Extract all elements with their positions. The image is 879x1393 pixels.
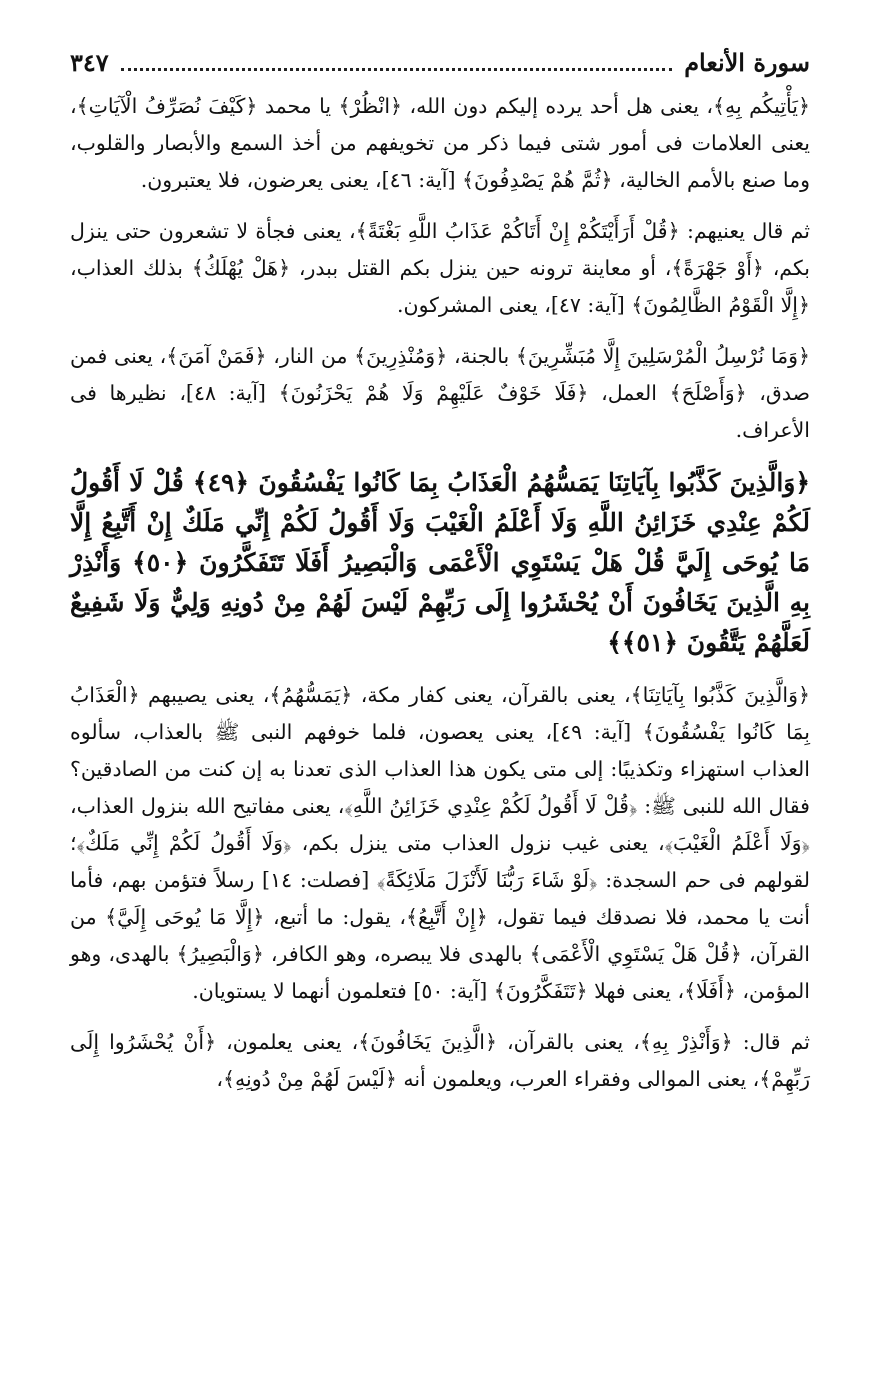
text-line: إِلَيَّ قُلْ هَلْ يَسْتَوِي الْأَعْمَى وَالْبَصِيرُ أَفَلَا تَتَفَكَّرُونَ ﴿٥٠﴾ وَأَنْذِرْ بِهِ الَّذِينَ يَخَافُونَ أَنْ	[70, 548, 810, 617]
text-line: يعنى فمن صدق، ﴿وَأَصْلَحَ﴾ العمل، ﴿فَلَا خَوْفٌ عَلَيْهِمْ وَلَا هُمْ يَحْزَنُونَ﴾ [آية: ٤٨]،	[70, 344, 810, 405]
text-line: ﴿أَفَلَا﴾، يعنى فهلا ﴿تَتَفَكَّرُونَ﴾ [آية: ٥٠] فتعلمون أنهما لا يستويان.	[192, 979, 736, 1003]
text-line: والأبصار والقلوب، وما صنع بالأمم الخالية، ﴿ثُمَّ هُمْ يَصْدِفُونَ﴾ [آية: ٤٦]، يعنى	[70, 131, 810, 192]
text-line: ﴿وَمَا نُرْسِلُ الْمُرْسَلِينَ إِلَّا مُبَشِّرِينَ﴾ بالجنة، ﴿وَمُنْذِرِينَ﴾ من النار، ﴿فَمَنْ آمَنَ﴾،	[159, 344, 810, 368]
text-line: الْأَعْمَى﴾ بالهدى فلا يبصره، وهو الكافر، ﴿وَالْبَصِيرُ﴾ بالهدى، وهو المؤمن،	[70, 942, 810, 1003]
commentary-paragraph	[70, 88, 810, 199]
surah-title: سورة الأنعام	[684, 48, 810, 77]
commentary-paragraph	[70, 338, 810, 449]
text-line: يعرضون، فلا يعتبرون.	[140, 168, 324, 192]
text-line: لَكُمْ عِنْدِي خَزَائِنُ اللَّهِ وَلَا أَعْلَمُ الْغَيْبَ وَلَا أَقُولُ لَكُمْ إِنِّي مَلَكٌ إِنْ أَتَّبِعُ إِلَّا مَا يُوحَى	[70, 508, 810, 577]
text-line: ثم قال يعنيهم: ﴿قُلْ أَرَأَيْتَكُمْ إِنْ أَتَاكُمْ عَذَابُ اللَّهِ بَغْتَةً﴾، يعنى فجأة لا تشعرون	[158, 219, 810, 243]
page-number: ٣٤٧	[70, 48, 109, 77]
text-line: يُحْشَرُوا إِلَى رَبِّهِمْ﴾، يعنى الموالى وفقراء العرب، ويعلمون أنه ﴿لَيْسَ لَهُمْ مِنْ دُونِهِ﴾،	[70, 1030, 810, 1091]
text-line: حتى ينزل بكم، ﴿أَوْ جَهْرَةً﴾، أو معاينة ترونه حين ينزل بكم القتل ببدر، ﴿هَلْ	[70, 219, 810, 280]
commentary-paragraph	[70, 677, 810, 1010]
text-line: كنت من الصادقين؟ فقال الله للنبى ﷺ: ﴿قُلْ لَا أَقُولُ لَكُمْ عِنْدِي خَزَائِنُ اللَّهِ﴾، يعنى	[70, 757, 810, 818]
text-line: بالعذاب، سألوه العذاب استهزاء وتكذيبًا: إلى متى يكون هذا العذاب الذى تعدنا به إن	[70, 720, 810, 781]
commentary-paragraph	[70, 1024, 810, 1098]
running-header	[70, 48, 810, 88]
dotted-leader	[121, 68, 673, 71]
text-line: ثم قال: ﴿وَأَنْذِرْ بِهِ﴾، يعنى بالقرآن، ﴿الَّذِينَ يَخَافُونَ﴾، يعنى يعلمون، ﴿أَنْ	[183, 1030, 810, 1054]
text-line: ﴿إِنْ أَتَّبِعُ﴾، يقول: ما أتبع، ﴿إِلَّا مَا يُوحَى إِلَيَّ﴾ من القرآن، ﴿قُلْ هَلْ يَسْتَوِي	[70, 905, 810, 966]
text-line: يصيبهم ﴿الْعَذَابُ بِمَا كَانُوا يَفْسُقُونَ﴾ [آية: ٤٩]، يعنى يعصون، فلما خوفهم النبى ﷺ	[70, 683, 810, 744]
page-body	[70, 88, 810, 1098]
text-line: ﴿يَأْتِيكُم بِهِ﴾، يعنى هل أحد يرده إليكم دون الله، ﴿انْظُرْ﴾ يا محمد ﴿كَيْفَ نُصَرِّفُ	[144, 94, 810, 118]
text-line: بكم، ﴿وَلَا أَقُولُ لَكُمْ إِنِّي مَلَكٌ﴾؛ لقولهم فى حم السجدة: ﴿لَوْ شَاءَ رَبُّنَا لَأَنْزَلَ	[70, 831, 810, 892]
text-line: مَلَائِكَةً﴾ [فصلت: ١٤] رسلاً فتؤمن بهم، فأما أنت يا محمد، فلا نصدقك فيما تقول،	[70, 868, 810, 929]
book-page	[70, 48, 810, 1112]
commentary-paragraph	[70, 213, 810, 324]
text-line: مفاتيح الله بنزول العذاب، ﴿وَلَا أَعْلَمُ الْغَيْبَ﴾، يعنى غيب نزول العذاب متى ينزل	[70, 794, 810, 855]
text-line: ﴿وَالَّذِينَ كَذَّبُوا بِآيَاتِنَا يَمَسُّهُمُ الْعَذَابُ بِمَا كَانُوا يَفْسُقُونَ ﴿٤٩﴾ قُلْ لَا أَقُولُ	[70, 468, 810, 497]
text-line: نظيرها فى الأعراف.	[70, 381, 810, 442]
quran-verse-block	[70, 463, 810, 663]
text-line: ﴿وَالَّذِينَ كَذَّبُوا بِآيَاتِنَا﴾، يعنى بالقرآن، يعنى كفار مكة، ﴿يَمَسُّهُمُ﴾، يعنى	[215, 683, 810, 707]
text-line: الْآيَاتِ﴾، يعنى العلامات فى أمور شتى فيما ذكر من تخويفهم من أخذ السمع	[70, 94, 810, 155]
text-line: يُحْشَرُوا إِلَى رَبِّهِمْ لَيْسَ لَهُمْ مِنْ دُونِهِ وَلِيٌّ وَلَا شَفِيعٌ لَعَلَّهُمْ يَتَّقُونَ ﴿٥١﴾﴾	[70, 588, 810, 657]
text-line: يُهْلَكُ﴾ بذلك العذاب، ﴿إِلَّا الْقَوْمُ الظَّالِمُونَ﴾ [آية: ٤٧]، يعنى المشركون.	[70, 256, 810, 317]
